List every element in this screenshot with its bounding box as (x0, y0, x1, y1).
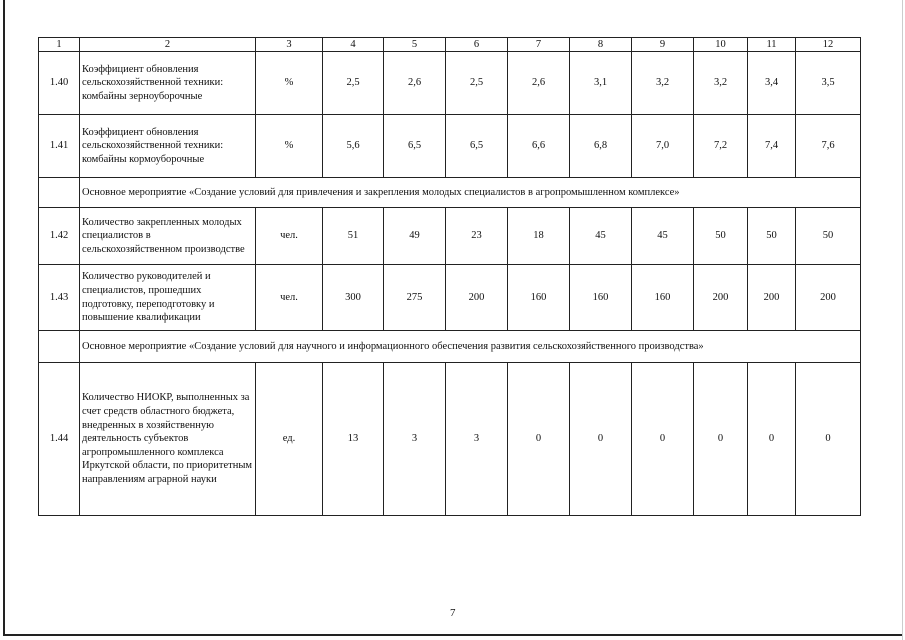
value-cell: 2,6 (384, 52, 446, 115)
section-title: Основное мероприятие «Создание условий для привлечения и закрепления молодых специалистов в агропромышленном комплексе» (80, 178, 861, 208)
value-cell: 5,6 (323, 115, 384, 178)
value-cell: 6,6 (508, 115, 570, 178)
value-cell: 50 (796, 208, 861, 265)
value-cell: 50 (694, 208, 748, 265)
value-cell: 23 (446, 208, 508, 265)
column-header: 4 (323, 38, 384, 52)
value-cell: 3,4 (748, 52, 796, 115)
column-header: 1 (39, 38, 80, 52)
indicator-name: Коэффициент обновления сельскохозяйственной техники: комбайны зерноуборочные (80, 52, 256, 115)
value-cell: 3,1 (570, 52, 632, 115)
value-cell: 160 (570, 265, 632, 331)
value-cell: 0 (748, 363, 796, 516)
table-row (39, 208, 861, 265)
column-header: 9 (632, 38, 694, 52)
section-title: Основное мероприятие «Создание условий для научного и информационного обеспечения развития сельскохозяйственного производства» (80, 331, 861, 363)
value-cell: 0 (796, 363, 861, 516)
indicator-name: Коэффициент обновления сельскохозяйственной техники: комбайны кормоуборочные (80, 115, 256, 178)
column-header: 11 (748, 38, 796, 52)
column-header: 2 (80, 38, 256, 52)
empty-cell (39, 178, 80, 208)
indicator-name: Количество НИОКР, выполненных за счет средств областного бюджета, внедренных в хозяйственную деятельность субъектов агропромышленного комплекса Иркутской области, по приоритетным направлениям аграрной науки (80, 363, 256, 516)
value-cell: 160 (632, 265, 694, 331)
column-header: 10 (694, 38, 748, 52)
value-cell: 0 (632, 363, 694, 516)
value-cell: 50 (748, 208, 796, 265)
indicators-table (38, 37, 861, 516)
value-cell: 200 (694, 265, 748, 331)
page-number: 7 (450, 607, 456, 619)
column-header: 3 (256, 38, 323, 52)
column-header: 5 (384, 38, 446, 52)
table-row (39, 363, 861, 516)
section-row (39, 178, 861, 208)
value-cell: 2,5 (446, 52, 508, 115)
value-cell: 0 (694, 363, 748, 516)
unit-cell: чел. (256, 265, 323, 331)
table-row (39, 115, 861, 178)
row-number: 1.41 (39, 115, 80, 178)
value-cell: 3,2 (632, 52, 694, 115)
value-cell: 6,8 (570, 115, 632, 178)
column-header: 6 (446, 38, 508, 52)
row-number: 1.40 (39, 52, 80, 115)
value-cell: 160 (508, 265, 570, 331)
indicator-name: Количество закрепленных молодых специалистов в сельскохозяйственном производстве (80, 208, 256, 265)
value-cell: 6,5 (446, 115, 508, 178)
value-cell: 7,2 (694, 115, 748, 178)
value-cell: 7,6 (796, 115, 861, 178)
value-cell: 49 (384, 208, 446, 265)
value-cell: 2,5 (323, 52, 384, 115)
row-number: 1.42 (39, 208, 80, 265)
value-cell: 45 (632, 208, 694, 265)
value-cell: 300 (323, 265, 384, 331)
value-cell: 3 (446, 363, 508, 516)
column-number-row (39, 38, 861, 52)
value-cell: 2,6 (508, 52, 570, 115)
indicator-name: Количество руководителей и специалистов, прошедших подготовку, переподготовку и повышение квалификации (80, 265, 256, 331)
value-cell: 7,0 (632, 115, 694, 178)
page-edge (902, 0, 903, 640)
row-number: 1.43 (39, 265, 80, 331)
value-cell: 0 (508, 363, 570, 516)
unit-cell: чел. (256, 208, 323, 265)
value-cell: 3,5 (796, 52, 861, 115)
unit-cell: % (256, 52, 323, 115)
value-cell: 6,5 (384, 115, 446, 178)
table-row (39, 52, 861, 115)
unit-cell: % (256, 115, 323, 178)
value-cell: 3,2 (694, 52, 748, 115)
column-header: 12 (796, 38, 861, 52)
value-cell: 18 (508, 208, 570, 265)
column-header: 7 (508, 38, 570, 52)
column-header: 8 (570, 38, 632, 52)
table-row (39, 265, 861, 331)
value-cell: 200 (446, 265, 508, 331)
value-cell: 7,4 (748, 115, 796, 178)
unit-cell: ед. (256, 363, 323, 516)
value-cell: 45 (570, 208, 632, 265)
empty-cell (39, 331, 80, 363)
value-cell: 200 (796, 265, 861, 331)
section-row (39, 331, 861, 363)
value-cell: 200 (748, 265, 796, 331)
row-number: 1.44 (39, 363, 80, 516)
value-cell: 3 (384, 363, 446, 516)
value-cell: 51 (323, 208, 384, 265)
value-cell: 0 (570, 363, 632, 516)
value-cell: 275 (384, 265, 446, 331)
value-cell: 13 (323, 363, 384, 516)
